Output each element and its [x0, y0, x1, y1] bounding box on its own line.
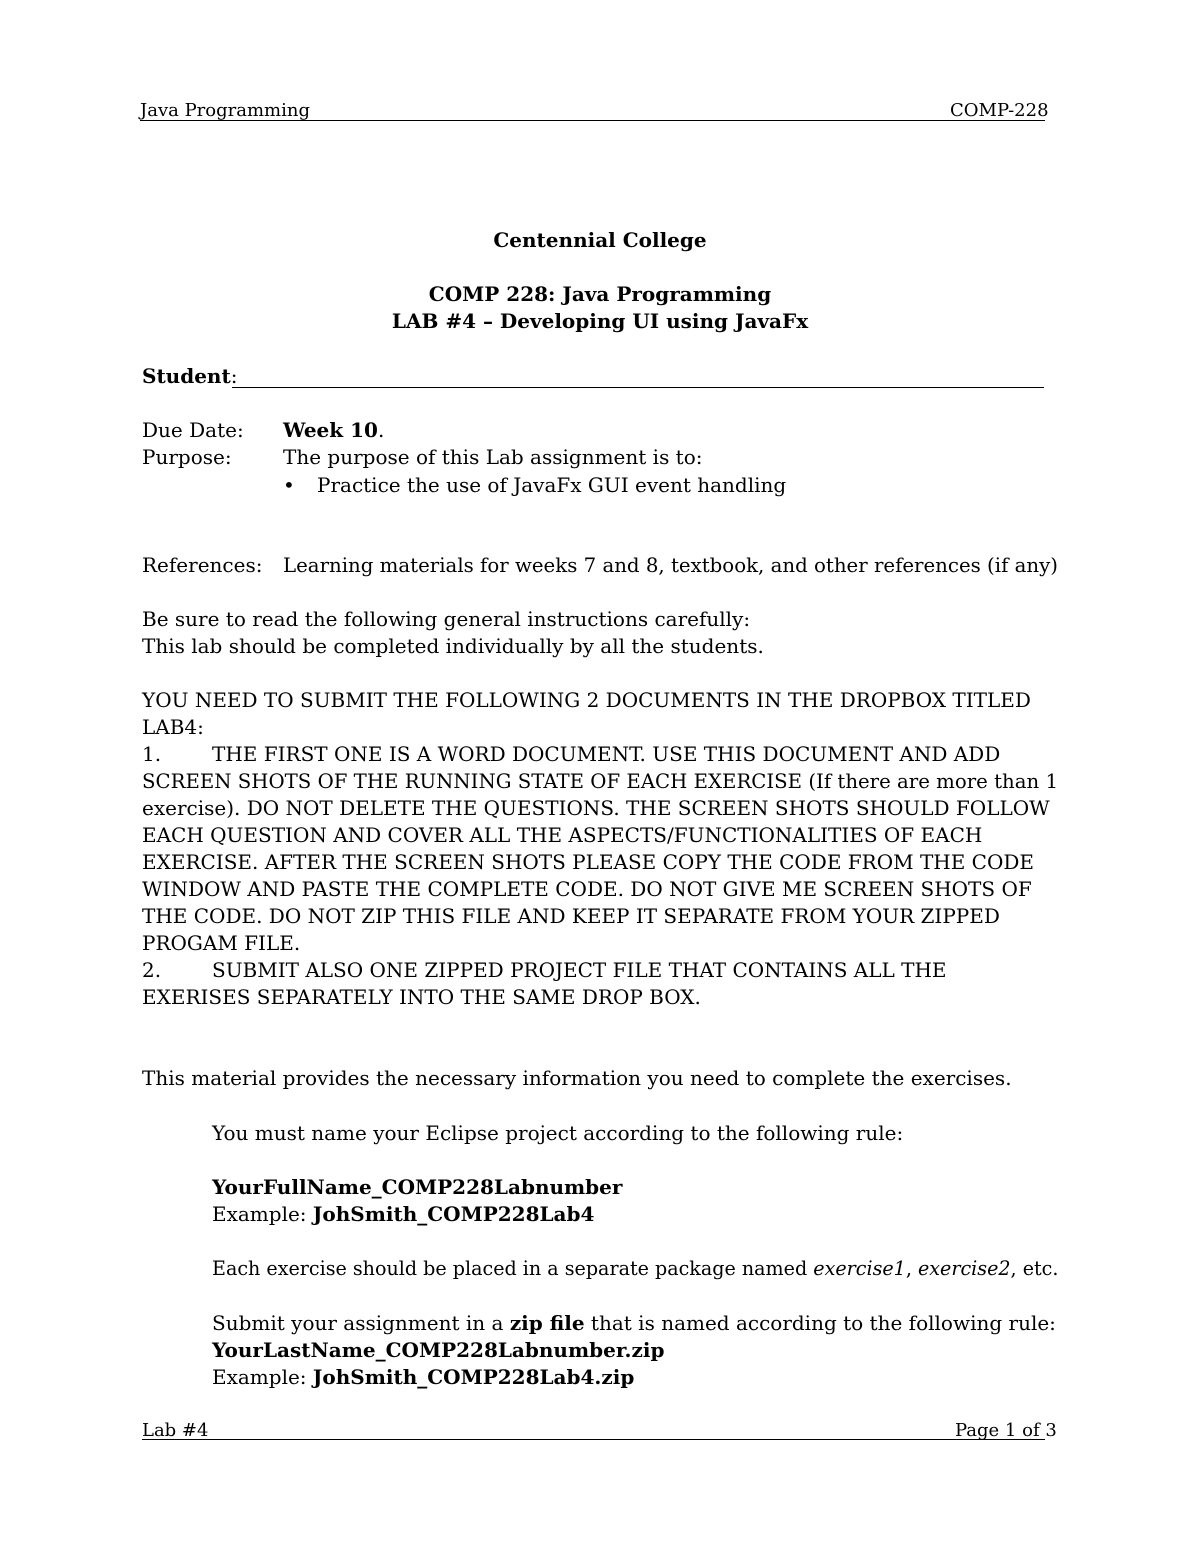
due-value: Week 10: [283, 418, 378, 442]
header-left: Java Programming: [140, 100, 310, 121]
packages-text-row: [212, 1256, 1058, 1280]
packages-text-a: Each exercise should be placed in a separate package named: [212, 1256, 814, 1280]
footer-rule: [142, 1439, 1045, 1440]
item1-line-6: WINDOW AND PASTE THE COMPLETE CODE. DO NOT GIVE ME SCREEN SHOTS OF: [142, 877, 1032, 901]
zip-text-a: Submit your assignment in a: [212, 1311, 510, 1335]
due-value-row: [283, 418, 384, 442]
footer-left: Lab #4: [142, 1420, 209, 1441]
naming-rule-text: You must name your Eclipse project according to the following rule:: [212, 1121, 904, 1145]
naming-example: JohSmith_COMP228Lab4: [312, 1202, 595, 1226]
package-exercise2: exercise2: [917, 1256, 1011, 1280]
packages-text-b: , etc.: [1010, 1256, 1059, 1280]
submit-intro-2: LAB4:: [142, 715, 204, 739]
college-title: Centennial College: [493, 228, 707, 252]
zip-text-b: that is named according to the following rule:: [584, 1311, 1056, 1335]
purpose-bullet-text: Practice the use of JavaFx GUI event handling: [317, 473, 787, 497]
student-colon: :: [230, 364, 238, 388]
item1-line-7: THE CODE. DO NOT ZIP THIS FILE AND KEEP IT SEPARATE FROM YOUR ZIPPED: [142, 904, 1000, 928]
naming-rule: [212, 1175, 622, 1199]
item1-line-5: EXERCISE. AFTER THE SCREEN SHOTS PLEASE COPY THE CODE FROM THE CODE: [142, 850, 1035, 874]
zip-rule: [212, 1338, 664, 1362]
purpose-bullet-item: [283, 473, 786, 497]
packages-sep: ,: [905, 1256, 918, 1280]
course-title: COMP 228: Java Programming: [428, 282, 772, 306]
item1-line-2: SCREEN SHOTS OF THE RUNNING STATE OF EACH EXERCISE (If there are more than 1: [142, 769, 1059, 793]
purpose-label: Purpose:: [142, 445, 232, 469]
due-suffix: .: [377, 418, 385, 442]
student-label-row: [142, 364, 237, 388]
submit-intro-1: YOU NEED TO SUBMIT THE FOLLOWING 2 DOCUMENTS IN THE DROPBOX TITLED: [142, 688, 1031, 712]
references-label: References:: [142, 553, 263, 577]
footer-right: Page 1 of 3: [955, 1420, 1057, 1441]
item1-line-1: THE FIRST ONE IS A WORD DOCUMENT. USE THIS DOCUMENT AND ADD: [212, 742, 1001, 766]
student-name-line: [232, 387, 1044, 388]
item1-line-3: exercise). DO NOT DELETE THE QUESTIONS. THE SCREEN SHOTS SHOULD FOLLOW: [142, 796, 1050, 820]
lab-title: LAB #4 – Developing UI using JavaFx: [391, 309, 809, 333]
naming-rule-bold: YourFullName_COMP228Labnumber: [212, 1175, 623, 1199]
general-line-2: This lab should be completed individually by all the students.: [142, 634, 764, 658]
material-text: This material provides the necessary information you need to complete the exercises.: [142, 1066, 1012, 1090]
header-right: COMP-228: [950, 100, 1049, 121]
item1-line-4: EACH QUESTION AND COVER ALL THE ASPECTS/FUNCTIONALITIES OF EACH: [142, 823, 983, 847]
zip-bold: zip file: [509, 1311, 585, 1335]
due-label: Due Date:: [142, 418, 244, 442]
header-rule: [140, 120, 1045, 121]
item2-number: 2.: [142, 958, 162, 982]
package-exercise1: exercise1: [813, 1256, 906, 1280]
naming-example-row: [212, 1202, 594, 1226]
purpose-text: The purpose of this Lab assignment is to:: [283, 445, 703, 469]
zip-example-label: Example:: [212, 1365, 313, 1389]
references-text: Learning materials for weeks 7 and 8, textbook, and other references (if any): [283, 553, 1059, 577]
naming-example-label: Example:: [212, 1202, 313, 1226]
general-line-1: Be sure to read the following general instructions carefully:: [142, 607, 751, 631]
item1-line-8: PROGAM FILE.: [142, 931, 301, 955]
student-label: Student: [142, 364, 231, 388]
zip-example-row: [212, 1365, 634, 1389]
item1-number: 1.: [142, 742, 162, 766]
zip-rule-bold: YourLastName_COMP228Labnumber.zip: [212, 1338, 665, 1362]
item2-line-1: SUBMIT ALSO ONE ZIPPED PROJECT FILE THAT CONTAINS ALL THE: [212, 958, 947, 982]
zip-example: JohSmith_COMP228Lab4.zip: [312, 1365, 635, 1389]
zip-text-row: [212, 1311, 1056, 1335]
item2-line-2: EXERISES SEPARATELY INTO THE SAME DROP BOX.: [142, 985, 701, 1009]
bullet-icon: •: [283, 473, 295, 497]
